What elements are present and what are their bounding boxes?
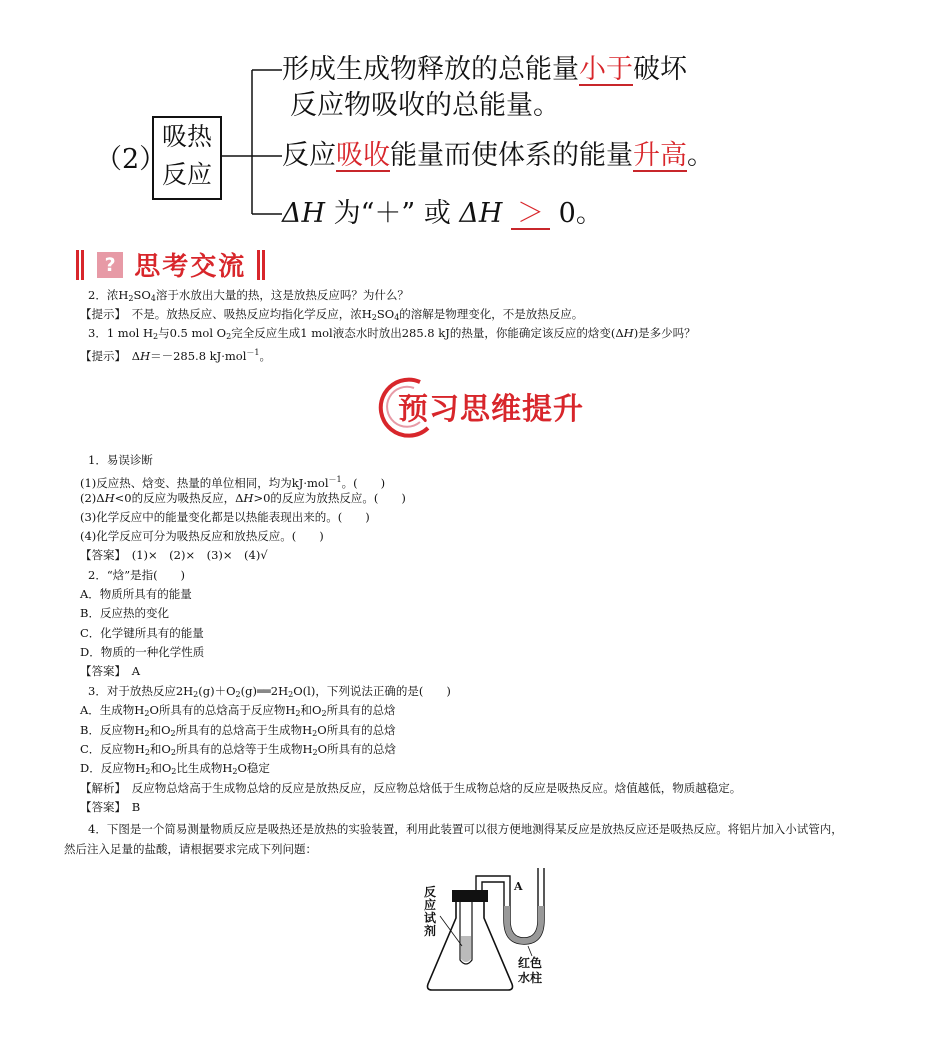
box-label-line1: 吸热 [161, 122, 212, 151]
ex3-analysis: 【解析】 反应物总焓高于生成物总焓的反应是放热反应，反应物总焓低于生成物总焓的反应是吸热反应。焓值越低，物质越稳定。 [80, 781, 742, 795]
endothermic-box-label [152, 116, 222, 200]
ex2-option-b: B．反应热的变化 [80, 606, 169, 620]
ex3-question: 3．对于放热反应$2H_2(g)+O_2(g)══2H_2O(l)$，下列说法正确的是( ) [88, 684, 451, 699]
ex2-answer: 【答案】 A [80, 664, 141, 678]
red-water-column-label: 红色 水柱 [518, 956, 543, 985]
answer-label: 【答案】 [80, 548, 121, 562]
line3: 反应吸收能量而使体系的能量升高。 [282, 140, 714, 171]
reaction-reagent-label: 反 应 试 剂 [424, 885, 437, 938]
ex1-item4: (4)化学反应可分为吸热反应和放热反应。( ) [80, 529, 324, 543]
tip-label: 【提示】 [80, 307, 121, 321]
box-label-line2: 反应 [161, 160, 212, 189]
ex3-option-c: C．反应物$H_2$和$O_2$所具有的总焓等于生成物$H_2O$所具有的总焓 [80, 742, 397, 757]
preview-banner [368, 372, 608, 442]
ex3-option-b: B．反应物$H_2$和$O_2$所具有的总焓高于生成物$H_2O$所具有的总焓 [80, 723, 396, 738]
ex1-item2: (2)ΔH<0的反应为吸热反应，ΔH>0的反应为放热反应。( ) [80, 491, 406, 505]
ex2-question: 2．“焓”是指( ) [88, 568, 186, 582]
question-icon: ? [97, 252, 123, 278]
answer-label: 【答案】 [80, 664, 121, 678]
fill-blank-greater: ＞ [511, 200, 550, 230]
tip-label: 【提示】 [80, 349, 121, 363]
line4: ΔH 为“＋” 或 ΔH ＞ 0。 [282, 198, 603, 229]
think-q2: 2．浓$H_2SO_4$溶于水放出大量的热，这是放热反应吗？为什么？ [88, 288, 409, 303]
ex2-option-a: A．物质所具有的能量 [80, 587, 192, 601]
ex1-answer: 【答案】 (1)× (2)× (3)× (4)√ [80, 548, 268, 562]
ex3-answer: 【答案】 B [80, 800, 141, 814]
ex3-option-d: D．反应物$H_2$和$O_2$比生成物$H_2O$稳定 [80, 761, 270, 776]
answer-label: 【答案】 [80, 800, 121, 814]
ex2-option-c: C．化学键所具有的能量 [80, 626, 204, 640]
think-q3: 3．1 mol $H_2$与0.5 mol $O_2$完全反应生成1 mol液态水时放出285.8 kJ的热量，你能确定该反应的焓变(ΔH)是多少吗？ [88, 326, 696, 341]
ex3-option-a: A．生成物$H_2O$所具有的总焓高于反应物$H_2$和$O_2$所具有的总焓 [80, 703, 396, 718]
label-a: A [514, 880, 523, 893]
think-title: 思考交流 [134, 252, 247, 282]
think-a2: 【提示】 不是。放热反应、吸热反应均指化学反应，浓$H_2SO_4$的溶解是物理变化，不是放热反应。 [80, 307, 584, 322]
line2: 反应物吸收的总能量。 [290, 90, 560, 121]
ex1-item3: (3)化学反应中的能量变化都是以热能表现出来的。( ) [80, 510, 370, 524]
ex1-title: 1．易误诊断 [88, 453, 153, 467]
fill-blank-increase: 升高 [633, 140, 687, 171]
line1: 形成生成物释放的总能量小于破坏 [282, 54, 687, 85]
think-section-header [76, 246, 267, 282]
endothermic-diagram [0, 0, 950, 240]
ex1-item1: (1)反应热、焓变、热量的单位相同，均为kJ·mol$^{-1}$。( ) [80, 475, 386, 490]
ex2-option-d: D．物质的一种化学性质 [80, 645, 205, 659]
think-a3: 【提示】 ΔH＝－285.8 kJ·mol$^{-1}$。 [80, 348, 272, 363]
analysis-label: 【解析】 [80, 781, 121, 795]
ex4-line1: 4．下图是一个简易测量物质反应是吸热还是放热的实验装置，利用此装置可以很方便地测得某反应是放热反应还是吸热反应。将铝片加入小试管内， [88, 822, 843, 836]
banner-title: 预习思维提升 [398, 392, 584, 427]
ex4-line2: 然后注入足量的盐酸，请根据要求完成下列问题： [64, 842, 317, 856]
fill-blank-absorb: 吸收 [336, 140, 390, 171]
part-number: （2） [95, 144, 167, 175]
apparatus-figure [410, 866, 570, 996]
fill-blank-less-than: 小于 [579, 54, 633, 85]
